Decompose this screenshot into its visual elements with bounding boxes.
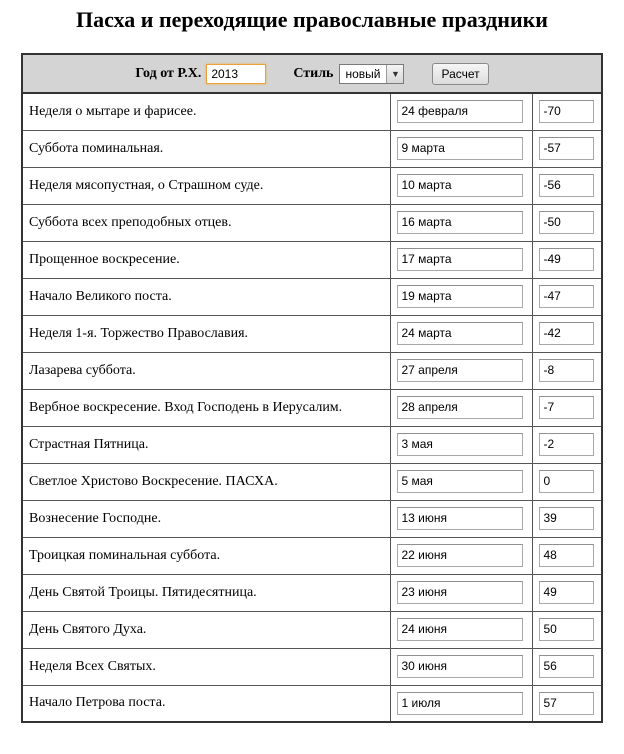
holiday-date-field[interactable]: 1 июля [397,692,523,715]
holiday-row [22,648,602,685]
holiday-name: Суббота поминальная. [22,130,390,167]
holiday-offset-cell [532,389,602,426]
holiday-offset-cell [532,685,602,722]
holiday-date-cell [390,500,532,537]
holiday-offset-cell [532,278,602,315]
holiday-offset-cell [532,93,602,130]
holiday-name: Вербное воскресение. Вход Господень в Иерусалим. [22,389,390,426]
holiday-offset-field[interactable]: -7 [539,396,594,419]
controls-cell [22,54,602,93]
holiday-date-cell [390,204,532,241]
holiday-row [22,389,602,426]
holiday-date-cell [390,537,532,574]
holiday-date-field[interactable]: 30 июня [397,655,523,678]
holiday-date-cell [390,574,532,611]
holiday-row [22,352,602,389]
holiday-name: Начало Петрова поста. [22,685,390,722]
calc-button[interactable]: Расчет [432,63,488,85]
holiday-date-field[interactable]: 9 марта [397,137,523,160]
holiday-offset-cell [532,315,602,352]
holiday-row [22,426,602,463]
holiday-date-cell [390,130,532,167]
holiday-name: Неделя мясопустная, о Страшном суде. [22,167,390,204]
holiday-row [22,167,602,204]
holiday-row [22,278,602,315]
holiday-offset-cell [532,426,602,463]
holiday-offset-field[interactable]: -42 [539,322,594,345]
holiday-offset-cell [532,648,602,685]
holiday-date-field[interactable]: 24 февраля [397,100,523,123]
holiday-date-cell [390,315,532,352]
holiday-offset-cell [532,167,602,204]
holiday-row [22,574,602,611]
holiday-offset-cell [532,611,602,648]
holiday-date-field[interactable]: 5 мая [397,470,523,493]
holiday-name: Страстная Пятница. [22,426,390,463]
holiday-offset-cell [532,352,602,389]
holiday-date-cell [390,352,532,389]
page-title: Пасха и переходящие православные праздники [76,7,548,32]
holiday-date-field[interactable]: 27 апреля [397,359,523,382]
holiday-offset-field[interactable]: 57 [539,692,594,715]
style-select[interactable] [339,64,404,84]
holiday-offset-cell [532,204,602,241]
holiday-row [22,537,602,574]
holiday-row [22,463,602,500]
holiday-name: День Святой Троицы. Пятидесятница. [22,574,390,611]
holidays-table [21,53,603,723]
holiday-name: Начало Великого поста. [22,278,390,315]
holiday-offset-field[interactable]: -2 [539,433,594,456]
holiday-name: Неделя 1-я. Торжество Православия. [22,315,390,352]
holiday-row [22,130,602,167]
holiday-offset-cell [532,574,602,611]
holiday-offset-field[interactable]: 50 [539,618,594,641]
holiday-name: Прощенное воскресение. [22,241,390,278]
holiday-date-field[interactable]: 13 июня [397,507,523,530]
holiday-offset-field[interactable]: -50 [539,211,594,234]
holidays-table-body [22,54,602,722]
year-input[interactable] [206,64,266,84]
holiday-offset-field[interactable]: 0 [539,470,594,493]
holiday-date-field[interactable]: 28 апреля [397,396,523,419]
holiday-offset-cell [532,500,602,537]
holiday-date-cell [390,93,532,130]
holiday-date-field[interactable]: 10 марта [397,174,523,197]
holiday-date-cell [390,426,532,463]
holiday-offset-cell [532,241,602,278]
year-label: Год от Р.Х. [135,65,202,81]
holiday-date-field[interactable]: 17 марта [397,248,523,271]
holiday-name: Лазарева суббота. [22,352,390,389]
holiday-date-cell [390,241,532,278]
holiday-date-cell [390,611,532,648]
holiday-date-field[interactable]: 24 марта [397,322,523,345]
holiday-offset-field[interactable]: 48 [539,544,594,567]
holiday-offset-cell [532,537,602,574]
holiday-offset-field[interactable]: -56 [539,174,594,197]
holiday-offset-field[interactable]: -47 [539,285,594,308]
holiday-offset-cell [532,130,602,167]
holiday-date-field[interactable]: 3 мая [397,433,523,456]
holiday-offset-field[interactable]: 49 [539,581,594,604]
controls-row [22,54,602,93]
holiday-offset-field[interactable]: -49 [539,248,594,271]
holiday-date-cell [390,278,532,315]
holiday-name: Суббота всех преподобных отцев. [22,204,390,241]
holiday-row [22,204,602,241]
holiday-date-cell [390,648,532,685]
holiday-offset-cell [532,463,602,500]
holiday-offset-field[interactable]: -8 [539,359,594,382]
chevron-down-icon[interactable]: ▼ [386,65,403,83]
holiday-date-field[interactable]: 16 марта [397,211,523,234]
holiday-date-cell [390,685,532,722]
style-select-value: новый [345,66,381,81]
holiday-date-field[interactable]: 22 июня [397,544,523,567]
style-label: Стиль [293,65,334,81]
holiday-row [22,241,602,278]
controls-bar [135,63,488,85]
holiday-date-cell [390,463,532,500]
holiday-date-cell [390,167,532,204]
holiday-row [22,315,602,352]
holiday-name: Вознесение Господне. [22,500,390,537]
holiday-name: Троицкая поминальная суббота. [22,537,390,574]
holiday-offset-field[interactable]: -70 [539,100,594,123]
holiday-date-cell [390,389,532,426]
holiday-name: День Святого Духа. [22,611,390,648]
holiday-date-field[interactable]: 23 июня [397,581,523,604]
holiday-date-field[interactable]: 24 июня [397,618,523,641]
holiday-offset-field[interactable]: 39 [539,507,594,530]
holiday-row [22,500,602,537]
holiday-offset-field[interactable]: 56 [539,655,594,678]
holiday-date-field[interactable]: 19 марта [397,285,523,308]
holiday-row [22,93,602,130]
holiday-name: Неделя Всех Святых. [22,648,390,685]
holiday-name: Неделя о мытаре и фарисее. [22,93,390,130]
holiday-name: Светлое Христово Воскресение. ПАСХА. [22,463,390,500]
holiday-row [22,685,602,722]
holiday-row [22,611,602,648]
holiday-offset-field[interactable]: -57 [539,137,594,160]
